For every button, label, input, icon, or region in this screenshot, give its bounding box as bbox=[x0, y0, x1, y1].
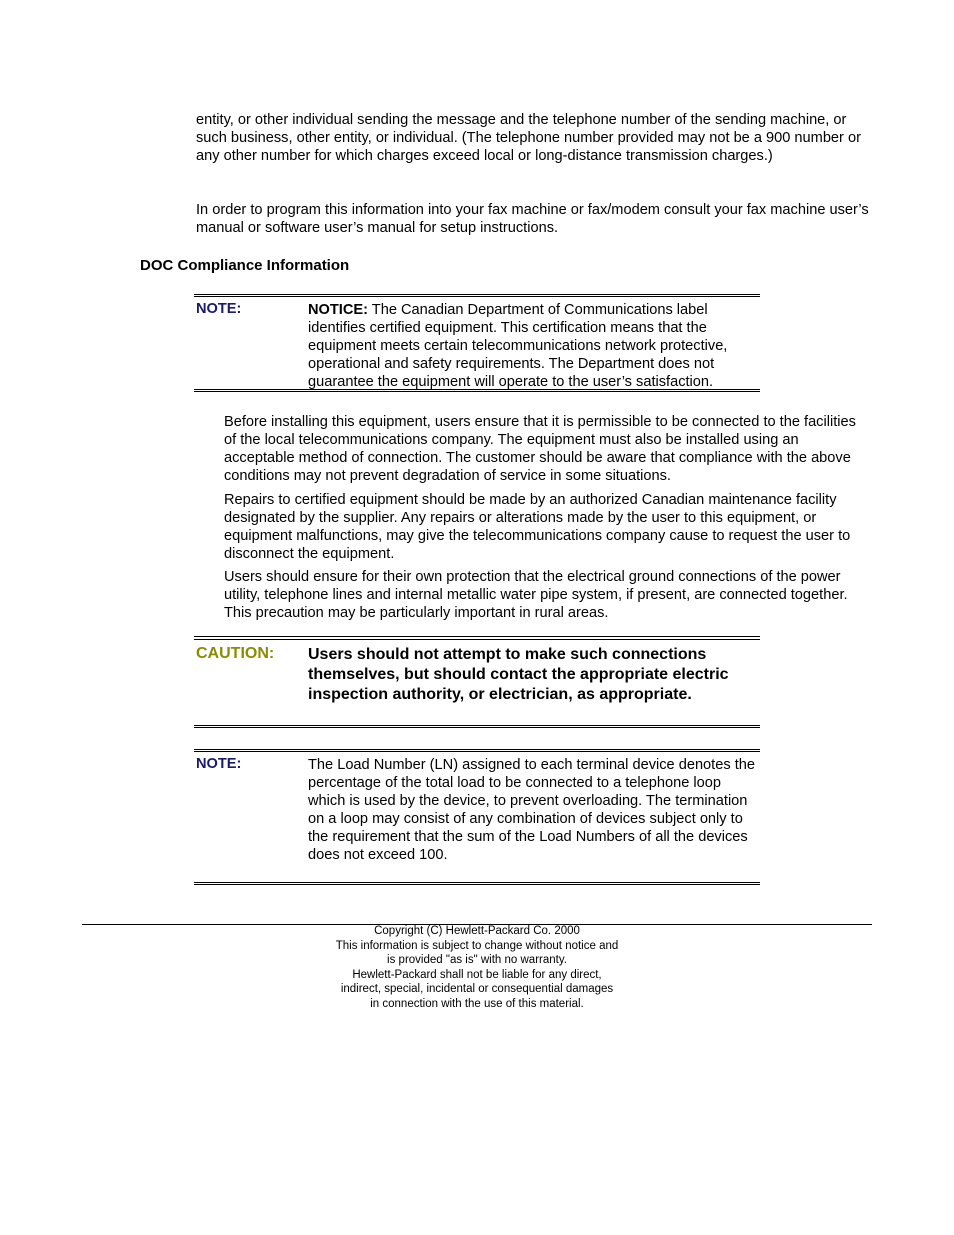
body-paragraph-ground: Users should ensure for their own protection that the electrical ground connections of the power utility, telephone lines and internal metallic water pipe system, if present, are connected together. This precaution may be particularly important in rural areas. bbox=[224, 569, 848, 621]
footer-line-6: in connection with the use of this material. bbox=[370, 997, 584, 1010]
note-box-bottom-rule bbox=[194, 389, 760, 392]
caution-box-bottom-rule bbox=[194, 725, 760, 728]
footer-line-2: This information is subject to change without notice and bbox=[335, 939, 619, 952]
note2-label: NOTE: bbox=[196, 756, 242, 772]
intro-paragraph-1: entity, or other individual sending the message and the telephone number of the sending machine, or such business, other entity, or individual. (The telephone number provided may not be a 900 number or any other number for which charges exceed local or long-distance transmission charges.) bbox=[196, 112, 861, 164]
footer-line-5: indirect, special, incidental or consequential damages bbox=[340, 983, 614, 995]
caution-box-top-rule bbox=[194, 636, 760, 640]
note-box-load-number bbox=[194, 749, 760, 887]
footer-line-3: is provided "as is" with no warranty. bbox=[387, 954, 567, 966]
note-text bbox=[308, 301, 758, 391]
section-heading: DOC Compliance Information bbox=[140, 257, 350, 274]
note-box-top-rule bbox=[194, 294, 760, 297]
note-label: NOTE: bbox=[196, 301, 242, 317]
body-paragraph-installing: Before installing this equipment, users ensure that it is permissible to be connected to the facilities of the local telecommunications company. The equipment must also be installed using an acceptable method of connection. The customer should be aware that compliance with the above conditions may not prevent degradation of service in some situations. bbox=[224, 414, 856, 484]
note-box-doc bbox=[194, 294, 760, 394]
notice-bold-label: NOTICE: bbox=[308, 302, 368, 318]
intro-paragraph-2: In order to program this information into your fax machine or fax/modem consult your fax machine user’s manual or software user’s manual for setup instructions. bbox=[196, 202, 869, 236]
footer-copyright bbox=[0, 924, 954, 1011]
footer-line-4: Hewlett-Packard shall not be liable for any direct, bbox=[352, 968, 602, 981]
caution-box bbox=[194, 636, 760, 732]
body-paragraph-repairs: Repairs to certified equipment should be made by an authorized Canadian maintenance facility designated by the supplier. Any repairs or alterations made by the user to this equipment, or equipment malfunctions, may give the telecommunications company cause to request the user to disconnect the equipment. bbox=[224, 492, 851, 562]
note2-box-bottom-rule bbox=[194, 882, 760, 885]
notice-text: The Canadian Department of Communications label identifies certified equipment. This certification means that the equipment meets certain telecommunications network protective, operational and safety requirements. The Department does not guarantee the equipment will operate to the user’s satisfaction. bbox=[308, 302, 728, 390]
footer-line-1: Copyright (C) Hewlett-Packard Co. 2000 bbox=[374, 925, 580, 937]
note2-box-top-rule bbox=[194, 749, 760, 752]
caution-label: CAUTION: bbox=[196, 645, 275, 662]
note2-text: The Load Number (LN) assigned to each terminal device denotes the percentage of the total load to be connected to a telephone loop which is used by the device, to prevent overloading. The termination on a loop may consist of any combination of devices subject only to the requirement that the sum of the Load Numbers of all the devices does not exceed 100. bbox=[308, 757, 755, 863]
caution-text: Users should not attempt to make such connections themselves, but should contact the appropriate electric inspection authority, or electrician, as appropriate. bbox=[308, 646, 729, 703]
